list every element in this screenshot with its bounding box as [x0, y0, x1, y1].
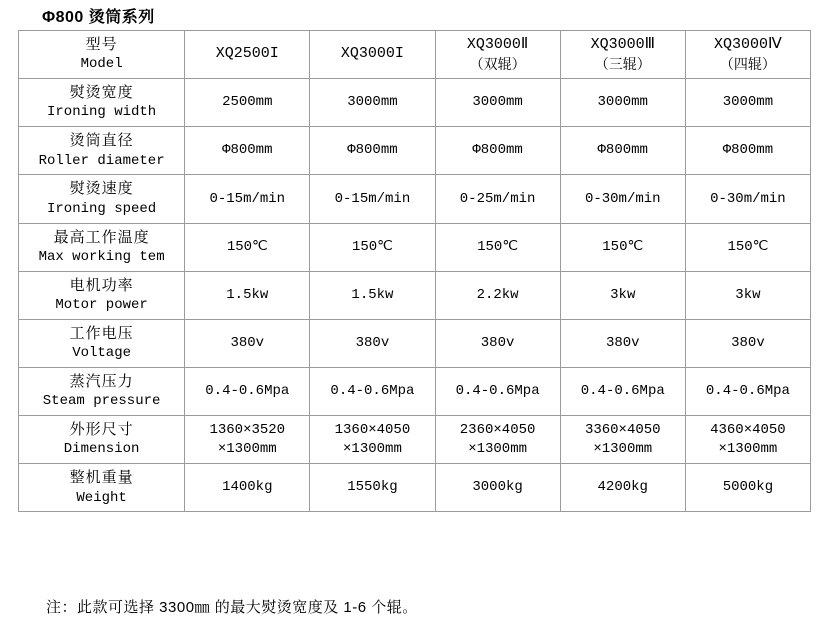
table-cell [435, 223, 560, 271]
table-cell [685, 31, 810, 79]
page-title: Φ800 烫筒系列 [42, 9, 155, 26]
cell-value-line1: 380v [731, 334, 765, 351]
cell-value-line1: 380v [480, 334, 515, 351]
table-cell [560, 464, 685, 512]
table-cell [560, 175, 685, 223]
row-label-en: Weight [76, 489, 127, 506]
table-cell [185, 319, 310, 367]
table-cell [560, 31, 685, 79]
table-row [19, 319, 811, 367]
cell-value-line1: XQ3000I [340, 45, 404, 63]
row-label-en: Roller diameter [38, 152, 165, 169]
table-cell [310, 223, 435, 271]
cell-value-line1: 0.4-0.6Mpa [205, 383, 290, 400]
cell-value-line1: 150℃ [602, 238, 644, 255]
table-cell [310, 175, 435, 223]
table-cell [685, 127, 810, 175]
row-label-cell [19, 464, 185, 512]
cell-value-line1: 3000mm [722, 94, 774, 111]
cell-value-line1: 2360×4050 [459, 421, 536, 438]
table-cell [560, 319, 685, 367]
cell-value-line1: 0-15m/min [334, 190, 411, 207]
table-cell [560, 271, 685, 319]
cell-value-line1: 5000kg [722, 479, 774, 496]
table-cell [560, 127, 685, 175]
cell-value-line1: XQ3000Ⅱ [466, 36, 529, 53]
cell-value-line1: 3000mm [597, 94, 648, 111]
cell-value-line1: Φ800mm [347, 142, 398, 159]
cell-value-line1: 4360×4050 [710, 421, 786, 438]
table-cell [435, 31, 560, 79]
table-row [19, 271, 811, 319]
row-label-cn: 工作电压 [69, 324, 134, 342]
cell-value-line1: 0.4-0.6Mpa [705, 383, 790, 400]
table-row [19, 127, 811, 175]
row-label-en: Steam pressure [42, 393, 161, 410]
cell-value-line1: 0-30m/min [584, 190, 661, 207]
table-cell [560, 367, 685, 415]
cell-value-line1: 380v [230, 334, 265, 351]
table-row [19, 416, 811, 464]
cell-value-line2: ×1300mm [217, 440, 277, 457]
table-cell [435, 416, 560, 464]
cell-value-line2: （双辊） [469, 56, 526, 73]
table-cell [185, 223, 310, 271]
table-cell [685, 464, 810, 512]
row-label-cn: 电机功率 [69, 276, 134, 294]
table-cell [185, 271, 310, 319]
table-cell [435, 271, 560, 319]
cell-value-line1: 380v [605, 334, 640, 351]
table-cell [685, 175, 810, 223]
cell-value-line1: Φ800mm [222, 142, 273, 159]
table-cell [685, 319, 810, 367]
table-cell [185, 127, 310, 175]
table-cell [560, 416, 685, 464]
table-cell [435, 79, 560, 127]
table-row [19, 79, 811, 127]
table-cell [685, 79, 810, 127]
cell-value-line2: ×1300mm [468, 440, 527, 457]
table-cell [560, 79, 685, 127]
cell-value-line1: 380v [355, 334, 390, 351]
cell-value-line1: 150℃ [351, 238, 393, 255]
table-cell [435, 367, 560, 415]
cell-value-line1: XQ3000Ⅲ [590, 36, 655, 53]
row-label-en: Dimension [63, 441, 140, 458]
table-row [19, 31, 811, 79]
table-row [19, 223, 811, 271]
row-label-cell [19, 127, 185, 175]
cell-value-line1: 3kw [735, 286, 761, 303]
cell-value-line1: Φ800mm [722, 142, 774, 159]
row-label-cell [19, 31, 185, 79]
row-label-cn: 蒸汽压力 [69, 372, 134, 390]
row-label-cell [19, 319, 185, 367]
row-label-en: Voltage [72, 345, 131, 362]
cell-value-line1: 0.4-0.6Mpa [455, 383, 540, 400]
table-cell [310, 31, 435, 79]
table-cell [685, 367, 810, 415]
table-cell [310, 319, 435, 367]
cell-value-line1: 0-15m/min [209, 190, 286, 207]
cell-value-line1: 150℃ [226, 238, 268, 255]
cell-value-line1: Φ800mm [597, 142, 648, 159]
row-label-cell [19, 79, 185, 127]
cell-value-line1: 3000mm [472, 94, 523, 111]
cell-value-line1: 3000kg [472, 479, 523, 496]
table-cell [685, 271, 810, 319]
cell-value-line1: 0.4-0.6Mpa [580, 383, 665, 400]
table-cell [185, 31, 310, 79]
cell-value-line1: 1360×3520 [209, 421, 286, 438]
table-cell [435, 127, 560, 175]
specifications-table [18, 30, 811, 512]
cell-value-line1: 1400kg [222, 479, 273, 496]
cell-value-line2: ×1300mm [593, 440, 653, 457]
table-cell [435, 464, 560, 512]
cell-value-line1: 0-30m/min [710, 190, 786, 207]
table-cell [310, 79, 435, 127]
cell-value-line1: 2.2kw [476, 286, 519, 303]
row-label-en: Ironing speed [46, 200, 157, 217]
table-cell [560, 223, 685, 271]
cell-value-line2: ×1300mm [718, 440, 778, 457]
table-cell [310, 271, 435, 319]
cell-value-line2: ×1300mm [343, 440, 402, 457]
table-row [19, 367, 811, 415]
row-label-cell [19, 367, 185, 415]
table-cell [310, 416, 435, 464]
cell-value-line1: 3000mm [347, 94, 398, 111]
cell-value-line1: 3kw [610, 286, 636, 303]
row-label-cn: 外形尺寸 [69, 421, 134, 439]
row-label-cn: 熨烫宽度 [69, 84, 134, 102]
row-label-cell [19, 271, 185, 319]
row-label-en: Motor power [55, 296, 148, 313]
table-cell [685, 223, 810, 271]
cell-value-line1: 1.5kw [351, 286, 394, 303]
cell-value-line1: 3360×4050 [584, 421, 661, 438]
cell-value-line1: 1550kg [347, 479, 398, 496]
cell-value-line1: 4200kg [597, 479, 648, 496]
cell-value-line1: XQ2500I [215, 45, 279, 63]
row-label-cn: 烫筒直径 [69, 132, 134, 150]
table-row [19, 175, 811, 223]
row-label-cell [19, 175, 185, 223]
table-cell [185, 175, 310, 223]
cell-value-line2: （三辊） [594, 56, 651, 73]
row-label-en: Model [80, 56, 123, 73]
table-cell [435, 319, 560, 367]
table-cell [310, 127, 435, 175]
row-label-en: Max working tem [38, 248, 165, 265]
cell-value-line1: 1.5kw [226, 286, 269, 303]
footnote: 注：此款可选择 3300㎜ 的最大熨烫宽度及 1-6 个辊。 [46, 599, 418, 616]
row-label-cn: 整机重量 [69, 469, 134, 487]
table-cell [185, 464, 310, 512]
cell-value-line1: 2500mm [222, 94, 273, 111]
row-label-cell [19, 223, 185, 271]
cell-value-line1: 0-25m/min [459, 190, 536, 207]
table-cell [435, 175, 560, 223]
row-label-cn: 熨烫速度 [69, 180, 134, 198]
row-label-cn: 最高工作温度 [53, 228, 150, 246]
cell-value-line1: Φ800mm [472, 142, 523, 159]
cell-value-line1: XQ3000Ⅳ [713, 36, 782, 53]
row-label-cell [19, 416, 185, 464]
table-row [19, 464, 811, 512]
table-cell [185, 416, 310, 464]
cell-value-line1: 150℃ [727, 238, 769, 255]
row-label-cn: 型号 [85, 36, 118, 53]
cell-value-line1: 0.4-0.6Mpa [330, 383, 415, 400]
table-cell [310, 367, 435, 415]
table-cell [185, 79, 310, 127]
row-label-en: Ironing width [46, 104, 157, 121]
table-cell [310, 464, 435, 512]
table-cell [685, 416, 810, 464]
cell-value-line1: 150℃ [477, 238, 519, 255]
cell-value-line2: （四辊） [719, 56, 776, 73]
cell-value-line1: 1360×4050 [334, 421, 411, 438]
table-cell [185, 367, 310, 415]
